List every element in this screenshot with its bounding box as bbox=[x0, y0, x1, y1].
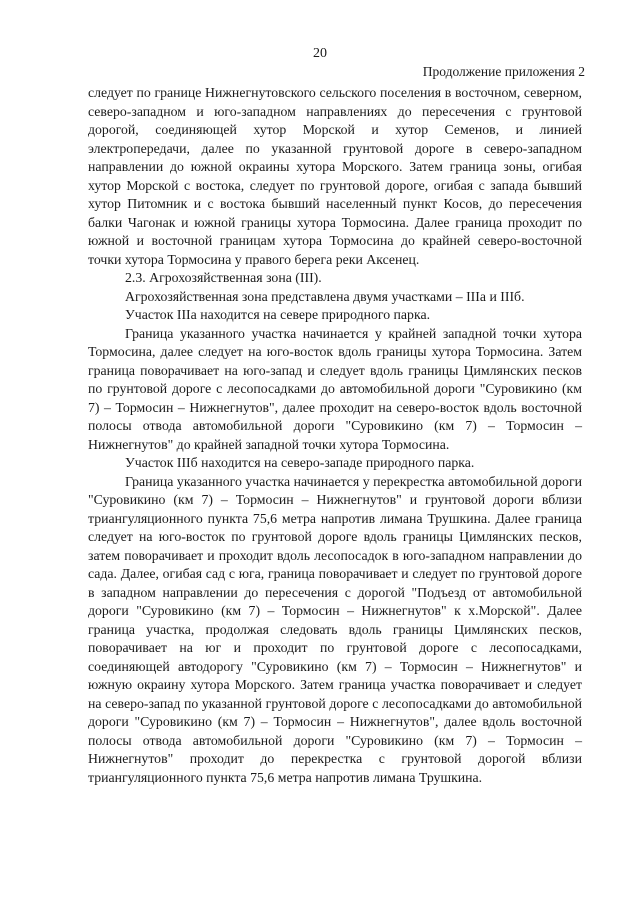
body-text bbox=[88, 84, 582, 787]
appendix-continuation-note: Продолжение приложения 2 bbox=[422, 64, 585, 79]
paragraph-plot-3b-boundary: Граница указанного участка начинается у перекрестка автомобильной дороги "Суровикино (км 7) – Тормосин – Нижнегнутов" и грунтовой дороги вблизи триангуляционного пункта 75,6 метра напротив лимана Трушкина. Далее граница следует на юго-восток по грунтовой дороге вдоль границы Цимлянских песков, затем поворачивает и проходит вдоль лесопосадок в юго-западном направлении до сада. Далее, огибая сад с юга, граница поворачивает и следует по грунтовой дороге в западном направлении до пересечения с дорогой "Подъезд от автомобильной дороги "Суровикино (км 7) – Тормосин – Нижнегнутов" к х.Морской". Далее граница участка, продолжая следовать вдоль границы Цимлянских песков, поворачивает на юг и проходит по грунтовой дороге с лесопосадками, соединяющей автодорогу "Суровикино (км 7) – Тормосин – Нижнегнутов" и южную окраину хутора Морского. Затем граница участка поворачивает и следует на северо-запад по указанной грунтовой дороге с лесопосадками до автомобильной дороги "Суровикино (км 7) – Тормосин – Нижнегнутов", далее вдоль восточной полосы отвода автомобильной дороги "Суровикино (км 7) – Тормосин – Нижнегнутов" проходит до перекрестка с грунтовой дорогой вблизи триангуляционного пункта 75,6 метра напротив лимана Трушкина. bbox=[88, 473, 582, 785]
page-number: 20 bbox=[313, 46, 327, 61]
section-heading-agro-zone: 2.3. Агрохозяйственная зона (III). bbox=[125, 270, 322, 285]
paragraph-plot-3b-location: Участок IIIб находится на северо-западе природного парка. bbox=[125, 455, 475, 470]
paragraph-zone-boundary-continued: следует по границе Нижнегнутовского сельского поселения в восточном, северном, северо-западном и юго-западном направлениях до пересечения с грунтовой дорогой, соединяющей хутор Морской и хутор Семенов, и линией электропередачи, далее по указанной грунтовой дороге в северо-западном направлении до южной окраины хутора Морского. Затем граница зоны, огибая хутор Морской с востока, следует по грунтовой дороге, огибая с запада бывший хутор Питомник и с востока бывший населенный пункт Косов, до пересечения балки Чагонак и южной границы хутора Тормосина. Далее граница проходит по южной и восточной границам хутора Тормосина до крайней северо-восточной точки хутора Тормосина у правого берега реки Аксенец. bbox=[88, 85, 582, 267]
paragraph-plot-3a-boundary: Граница указанного участка начинается у крайней западной точки хутора Тормосина, далее следует на юго-восток вдоль границы хутора Тормосина. Затем граница поворачивает на юго-запад и следует вдоль границы Цимлянских песков по грунтовой дороге с лесопосадками до автомобильной дороги "Суровикино (км 7) – Тормосин – Нижнегнутов", далее проходит на северо-восток вдоль восточной полосы отвода автомобильной дороги "Суровикино (км 7) – Тормосин – Нижнегнутов" до крайней западной точки хутора Тормосина. bbox=[88, 325, 582, 452]
paragraph-plot-3a-location: Участок IIIа находится на севере природного парка. bbox=[125, 307, 431, 322]
paragraph-agro-zone-intro: Агрохозяйственная зона представлена двумя участками – IIIа и IIIб. bbox=[125, 288, 525, 304]
